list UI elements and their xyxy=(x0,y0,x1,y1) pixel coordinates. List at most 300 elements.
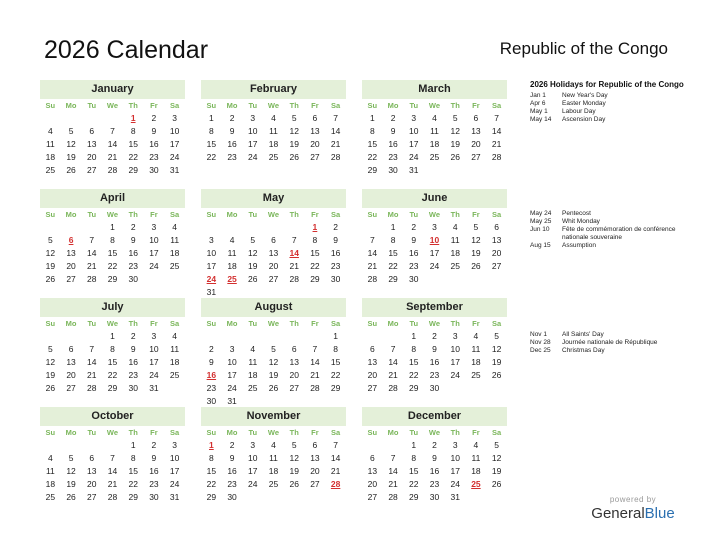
day-cell: 7 xyxy=(89,235,95,245)
day-cell: 12 xyxy=(491,453,502,463)
weekday-label: Fr xyxy=(311,428,319,437)
empty-cell xyxy=(383,439,404,452)
day-cell: 11 xyxy=(269,453,278,463)
day-cell: 9 xyxy=(411,235,417,245)
holiday-row xyxy=(530,226,700,242)
day-cell: 3 xyxy=(250,113,256,123)
day-cell: 20 xyxy=(66,370,76,380)
day-cell: 30 xyxy=(388,165,398,175)
day-cell: 10 xyxy=(149,235,159,245)
holiday-day-cell: 1 xyxy=(312,222,318,232)
empty-cell xyxy=(81,112,102,125)
weekday-label: Th xyxy=(289,210,299,219)
day-cell: 12 xyxy=(66,139,76,149)
holiday-row xyxy=(530,331,700,339)
day-cell: 20 xyxy=(367,370,378,380)
day-cell: 14 xyxy=(107,466,118,476)
day-cell: 22 xyxy=(107,261,118,271)
holiday-date: May 14 xyxy=(530,116,552,123)
day-cell: 27 xyxy=(87,492,97,502)
day-cell: 18 xyxy=(429,139,440,149)
weekday-label: Th xyxy=(289,428,299,437)
day-cell: 20 xyxy=(367,479,378,489)
day-cell: 14 xyxy=(367,248,378,258)
day-cell: 16 xyxy=(149,139,159,149)
day-cell: 6 xyxy=(369,453,375,463)
day-cell: 10 xyxy=(409,126,419,136)
day-cell: 29 xyxy=(409,492,419,502)
day-cell: 26 xyxy=(268,383,279,393)
month-title: January xyxy=(40,80,185,99)
day-cell: 30 xyxy=(429,383,440,393)
holiday-name: All Saints' Day xyxy=(562,331,604,338)
day-cell: 21 xyxy=(330,139,341,149)
day-cell: 9 xyxy=(333,235,338,245)
weekday-label: Mo xyxy=(387,319,399,328)
day-cell: 1 xyxy=(369,113,375,123)
day-cell: 6 xyxy=(473,113,479,123)
day-cell: 6 xyxy=(89,126,95,136)
month-february xyxy=(201,80,346,164)
day-cell: 8 xyxy=(411,453,417,463)
holiday-list-title: 2026 Holidays for Republic of the Congo xyxy=(530,80,684,89)
weekday-label: Tu xyxy=(409,210,419,219)
weekday-label: Sa xyxy=(331,101,341,110)
day-cell: 26 xyxy=(45,274,56,284)
day-cell: 31 xyxy=(227,396,237,406)
day-cell: 21 xyxy=(330,466,341,476)
month-title: October xyxy=(40,407,185,426)
day-cell: 9 xyxy=(390,126,396,136)
weekday-label: Su xyxy=(367,428,378,437)
day-cell: 10 xyxy=(248,453,258,463)
day-cell: 21 xyxy=(107,479,118,489)
weekday-label: Th xyxy=(289,319,299,328)
day-cell: 30 xyxy=(149,165,159,175)
day-cell: 3 xyxy=(172,440,177,450)
day-cell: 11 xyxy=(248,357,258,367)
holiday-day-cell: 10 xyxy=(429,235,440,245)
day-cell: 28 xyxy=(367,274,378,284)
day-cell: 30 xyxy=(206,396,217,406)
day-cell: 11 xyxy=(227,248,237,258)
holiday-group xyxy=(530,80,700,124)
holiday-name: New Year's Day xyxy=(562,92,608,99)
day-cell: 31 xyxy=(169,165,180,175)
day-cell: 2 xyxy=(151,440,157,450)
day-cell: 12 xyxy=(289,126,299,136)
day-cell: 23 xyxy=(388,152,398,162)
day-grid xyxy=(201,221,346,299)
day-cell: 1 xyxy=(110,222,115,232)
holiday-row xyxy=(530,116,700,124)
day-cell: 26 xyxy=(450,152,460,162)
weekday-label: Mo xyxy=(226,210,238,219)
day-cell: 24 xyxy=(450,370,460,380)
weekday-label: We xyxy=(106,101,119,110)
day-cell: 16 xyxy=(128,248,138,258)
weekday-label: Th xyxy=(450,101,460,110)
weekday-label: Sa xyxy=(331,210,341,219)
weekday-label: Fr xyxy=(311,210,319,219)
weekday-label: Fr xyxy=(150,319,158,328)
weekday-label: Mo xyxy=(387,101,399,110)
day-cell: 18 xyxy=(45,479,56,489)
day-cell: 2 xyxy=(130,222,136,232)
empty-cell xyxy=(81,221,102,234)
empty-cell xyxy=(263,221,284,234)
month-title: June xyxy=(362,189,507,208)
day-cell: 28 xyxy=(107,492,118,502)
weekday-label: Mo xyxy=(65,319,77,328)
empty-cell xyxy=(284,330,305,343)
day-cell: 20 xyxy=(87,152,97,162)
day-cell: 7 xyxy=(110,453,115,463)
day-cell: 26 xyxy=(491,479,502,489)
day-cell: 29 xyxy=(310,274,320,284)
day-cell: 7 xyxy=(390,344,396,354)
day-cell: 22 xyxy=(409,479,419,489)
empty-cell xyxy=(102,112,123,125)
empty-cell xyxy=(81,330,102,343)
day-cell: 14 xyxy=(107,139,118,149)
empty-cell xyxy=(383,330,404,343)
day-cell: 1 xyxy=(208,113,214,123)
day-cell: 23 xyxy=(409,261,419,271)
day-cell: 10 xyxy=(248,126,258,136)
empty-cell xyxy=(81,439,102,452)
holiday-name: Labour Day xyxy=(562,108,596,115)
day-cell: 31 xyxy=(206,287,217,297)
day-cell: 14 xyxy=(388,357,398,367)
day-cell: 19 xyxy=(45,261,56,271)
weekday-label: We xyxy=(267,428,280,437)
weekday-label: Tu xyxy=(248,428,258,437)
day-cell: 11 xyxy=(450,235,460,245)
day-cell: 4 xyxy=(271,113,276,123)
day-cell: 4 xyxy=(432,113,437,123)
day-cell: 3 xyxy=(411,113,417,123)
weekday-header xyxy=(362,318,507,330)
month-title: April xyxy=(40,189,185,208)
day-cell: 17 xyxy=(169,139,180,149)
day-cell: 24 xyxy=(248,152,258,162)
day-cell: 12 xyxy=(268,357,279,367)
month-title: August xyxy=(201,298,346,317)
weekday-label: Fr xyxy=(150,101,158,110)
day-cell: 3 xyxy=(229,344,235,354)
day-cell: 16 xyxy=(330,248,341,258)
day-cell: 25 xyxy=(429,152,440,162)
day-cell: 27 xyxy=(289,383,299,393)
holiday-day-cell: 25 xyxy=(227,274,237,284)
day-cell: 27 xyxy=(310,479,320,489)
day-cell: 16 xyxy=(409,248,419,258)
day-cell: 24 xyxy=(149,370,159,380)
day-cell: 12 xyxy=(45,248,56,258)
day-cell: 30 xyxy=(330,274,341,284)
day-cell: 7 xyxy=(333,113,338,123)
day-cell: 2 xyxy=(229,440,235,450)
day-cell: 26 xyxy=(289,152,299,162)
day-cell: 30 xyxy=(128,274,138,284)
holiday-day-cell: 1 xyxy=(130,113,136,123)
weekday-label: Th xyxy=(450,428,460,437)
day-cell: 18 xyxy=(268,466,279,476)
day-cell: 17 xyxy=(429,248,440,258)
day-cell: 12 xyxy=(450,126,460,136)
day-cell: 23 xyxy=(227,152,237,162)
day-cell: 3 xyxy=(172,113,177,123)
day-cell: 8 xyxy=(208,453,214,463)
day-cell: 16 xyxy=(149,466,159,476)
day-cell: 25 xyxy=(268,152,279,162)
day-cell: 3 xyxy=(452,331,458,341)
day-cell: 12 xyxy=(491,344,502,354)
day-cell: 9 xyxy=(151,126,157,136)
day-cell: 29 xyxy=(409,383,419,393)
month-title: May xyxy=(201,189,346,208)
day-cell: 27 xyxy=(87,165,97,175)
day-cell: 15 xyxy=(310,248,320,258)
day-cell: 20 xyxy=(268,261,279,271)
day-cell: 10 xyxy=(169,126,180,136)
day-cell: 13 xyxy=(289,357,299,367)
day-cell: 20 xyxy=(87,479,97,489)
empty-cell xyxy=(362,330,383,343)
weekday-label: Mo xyxy=(65,101,77,110)
weekday-label: Sa xyxy=(170,428,180,437)
day-cell: 19 xyxy=(66,152,76,162)
day-cell: 13 xyxy=(367,466,378,476)
holiday-day-cell: 24 xyxy=(206,274,217,284)
day-grid xyxy=(362,221,507,286)
day-cell: 25 xyxy=(450,261,460,271)
day-cell: 21 xyxy=(87,370,97,380)
day-cell: 4 xyxy=(172,331,177,341)
day-cell: 22 xyxy=(388,261,398,271)
weekday-label: Fr xyxy=(311,319,319,328)
day-cell: 20 xyxy=(289,370,299,380)
day-cell: 5 xyxy=(494,331,499,341)
day-cell: 20 xyxy=(66,261,76,271)
holiday-day-cell: 25 xyxy=(471,479,481,489)
holiday-name: Whit Monday xyxy=(562,218,600,225)
day-cell: 25 xyxy=(169,370,180,380)
day-cell: 8 xyxy=(369,126,375,136)
day-cell: 16 xyxy=(388,139,398,149)
day-cell: 15 xyxy=(206,466,217,476)
day-grid xyxy=(362,330,507,395)
day-cell: 19 xyxy=(248,261,258,271)
weekday-label: Su xyxy=(45,428,56,437)
holiday-row xyxy=(530,210,700,218)
empty-cell xyxy=(284,221,305,234)
day-cell: 8 xyxy=(390,235,396,245)
day-cell: 14 xyxy=(87,357,97,367)
day-cell: 28 xyxy=(289,274,299,284)
day-cell: 31 xyxy=(149,383,159,393)
day-cell: 2 xyxy=(432,440,437,450)
holiday-name: Pentecost xyxy=(562,210,591,217)
empty-cell xyxy=(222,221,243,234)
weekday-label: Mo xyxy=(65,210,77,219)
day-cell: 13 xyxy=(471,126,481,136)
day-cell: 27 xyxy=(367,383,378,393)
day-cell: 18 xyxy=(169,248,180,258)
holiday-row xyxy=(530,100,700,108)
day-cell: 18 xyxy=(169,357,180,367)
month-march xyxy=(362,80,507,177)
day-cell: 17 xyxy=(248,466,258,476)
day-cell: 16 xyxy=(128,357,138,367)
day-cell: 17 xyxy=(450,357,460,367)
day-cell: 23 xyxy=(149,152,159,162)
day-cell: 7 xyxy=(390,453,396,463)
day-cell: 3 xyxy=(250,440,256,450)
weekday-label: Mo xyxy=(226,428,238,437)
day-cell: 17 xyxy=(149,357,159,367)
day-cell: 24 xyxy=(149,261,159,271)
day-cell: 29 xyxy=(330,383,341,393)
day-cell: 4 xyxy=(271,440,276,450)
month-august xyxy=(201,298,346,408)
day-grid xyxy=(362,112,507,177)
day-cell: 23 xyxy=(128,370,138,380)
empty-cell xyxy=(201,330,222,343)
brand-name xyxy=(588,505,678,522)
day-cell: 27 xyxy=(268,274,279,284)
weekday-label: Th xyxy=(450,210,460,219)
day-cell: 4 xyxy=(172,222,177,232)
empty-cell xyxy=(61,330,82,343)
day-cell: 2 xyxy=(208,344,214,354)
day-cell: 12 xyxy=(248,248,258,258)
brand-logo[interactable] xyxy=(588,495,678,522)
day-grid xyxy=(40,112,185,177)
day-cell: 2 xyxy=(333,222,338,232)
day-cell: 7 xyxy=(369,235,375,245)
weekday-label: Th xyxy=(450,319,460,328)
day-cell: 28 xyxy=(107,165,118,175)
day-cell: 5 xyxy=(250,235,256,245)
weekday-label: Tu xyxy=(248,101,258,110)
day-cell: 6 xyxy=(312,440,318,450)
day-cell: 22 xyxy=(107,370,118,380)
day-cell: 4 xyxy=(452,222,458,232)
day-cell: 22 xyxy=(206,479,217,489)
weekday-label: Fr xyxy=(150,428,158,437)
day-cell: 17 xyxy=(206,261,217,271)
day-cell: 3 xyxy=(432,222,437,232)
day-cell: 19 xyxy=(45,370,56,380)
day-cell: 21 xyxy=(289,261,299,271)
day-cell: 27 xyxy=(491,261,502,271)
weekday-label: Su xyxy=(367,319,378,328)
day-cell: 5 xyxy=(47,344,53,354)
day-cell: 27 xyxy=(66,274,76,284)
day-cell: 7 xyxy=(312,344,318,354)
day-cell: 21 xyxy=(310,370,320,380)
day-cell: 5 xyxy=(291,113,297,123)
holiday-date: Nov 28 xyxy=(530,339,551,346)
day-cell: 15 xyxy=(206,139,217,149)
weekday-label: Sa xyxy=(170,101,180,110)
empty-cell xyxy=(40,221,61,234)
weekday-label: Tu xyxy=(87,319,97,328)
day-cell: 28 xyxy=(87,274,97,284)
holiday-name: Christmas Day xyxy=(562,347,605,354)
month-title: September xyxy=(362,298,507,317)
day-cell: 2 xyxy=(130,331,136,341)
weekday-label: Sa xyxy=(170,210,180,219)
empty-cell xyxy=(40,330,61,343)
day-cell: 29 xyxy=(388,274,398,284)
weekday-label: We xyxy=(106,319,119,328)
day-cell: 4 xyxy=(229,235,235,245)
weekday-label: Tu xyxy=(409,319,419,328)
empty-cell xyxy=(362,439,383,452)
weekday-label: We xyxy=(267,101,280,110)
day-cell: 15 xyxy=(107,248,118,258)
weekday-label: Th xyxy=(289,101,299,110)
day-cell: 18 xyxy=(45,152,56,162)
weekday-label: We xyxy=(428,428,441,437)
day-cell: 23 xyxy=(429,479,440,489)
day-cell: 2 xyxy=(411,222,417,232)
day-cell: 24 xyxy=(248,479,258,489)
weekday-header xyxy=(201,427,346,439)
day-cell: 5 xyxy=(291,440,297,450)
weekday-header xyxy=(201,209,346,221)
day-cell: 6 xyxy=(312,113,318,123)
empty-cell xyxy=(242,221,263,234)
empty-cell xyxy=(102,439,123,452)
day-cell: 1 xyxy=(411,440,417,450)
day-cell: 2 xyxy=(229,113,235,123)
day-cell: 11 xyxy=(45,466,55,476)
day-cell: 5 xyxy=(494,440,499,450)
day-cell: 14 xyxy=(388,466,398,476)
day-grid xyxy=(362,439,507,504)
day-cell: 5 xyxy=(452,113,458,123)
month-january xyxy=(40,80,185,177)
day-cell: 3 xyxy=(151,331,157,341)
day-cell: 27 xyxy=(66,383,76,393)
month-september xyxy=(362,298,507,395)
day-cell: 7 xyxy=(291,235,297,245)
holiday-date: May 24 xyxy=(530,210,552,217)
day-cell: 28 xyxy=(330,152,341,162)
day-cell: 23 xyxy=(206,383,217,393)
weekday-header xyxy=(40,318,185,330)
day-cell: 17 xyxy=(149,248,159,258)
day-cell: 18 xyxy=(248,370,258,380)
day-cell: 21 xyxy=(388,370,398,380)
day-cell: 28 xyxy=(388,383,398,393)
day-cell: 16 xyxy=(227,139,237,149)
weekday-label: Fr xyxy=(472,319,480,328)
day-grid xyxy=(40,330,185,395)
weekday-label: We xyxy=(267,210,280,219)
weekday-label: Tu xyxy=(409,101,419,110)
weekday-label: We xyxy=(428,210,441,219)
day-cell: 1 xyxy=(130,440,136,450)
holiday-name: Journée nationale de République xyxy=(562,339,658,346)
day-cell: 20 xyxy=(471,139,481,149)
day-cell: 7 xyxy=(494,113,499,123)
holiday-row xyxy=(530,347,700,355)
